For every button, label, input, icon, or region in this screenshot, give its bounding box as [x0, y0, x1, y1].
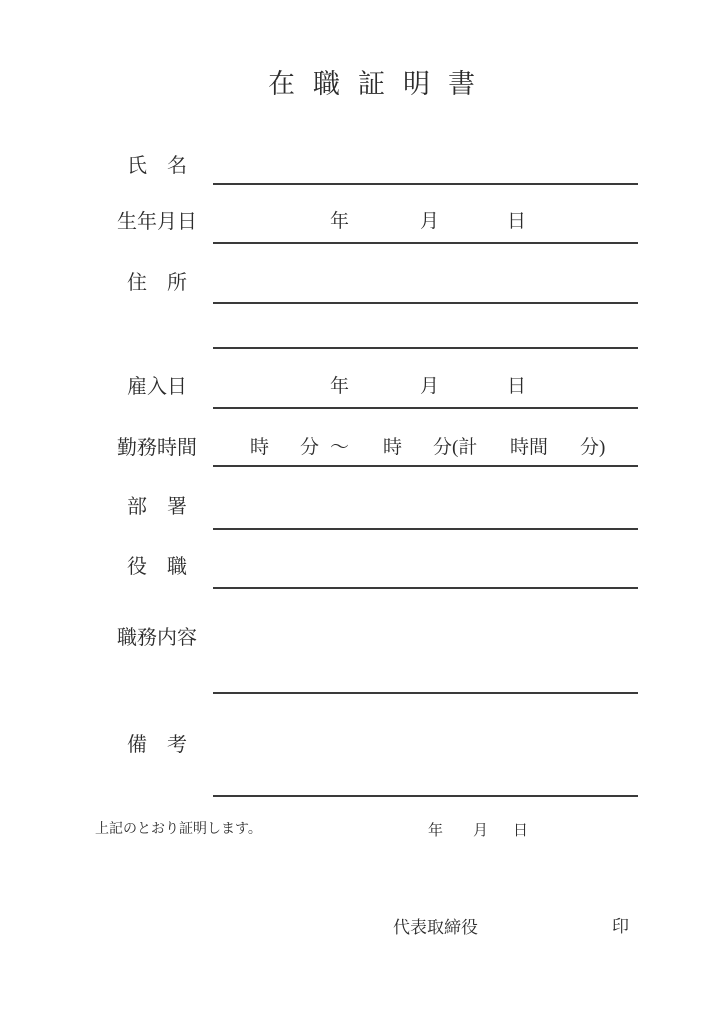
fill-in-line-birthdate[interactable] [213, 242, 638, 244]
seal-placeholder: 印 [612, 917, 629, 936]
end-minute-total-open-hint: 分(計 [433, 437, 478, 458]
birthdate-month-hint: 月 [420, 211, 440, 232]
fill-in-line-working-hours[interactable] [213, 465, 638, 467]
total-hours-hint: 時間 [510, 437, 549, 458]
fill-in-line-job-description[interactable] [213, 692, 638, 694]
fill-in-line-name[interactable] [213, 183, 638, 185]
birthdate-day-hint: 日 [507, 211, 527, 232]
fill-in-line-position[interactable] [213, 587, 638, 589]
form-row-name [0, 155, 724, 179]
hire-date-month-hint: 月 [420, 376, 440, 397]
certify-date-year-hint: 年 [428, 823, 444, 839]
start-hour-hint: 時 [250, 437, 270, 458]
field-label-working-hours: 勤務時間 [117, 437, 197, 459]
field-label-name: 氏 名 [127, 155, 187, 177]
fill-in-line-hire-date[interactable] [213, 407, 638, 409]
fill-in-line-address-2[interactable] [213, 347, 638, 349]
form-row-remarks [0, 734, 724, 758]
form-row-position [0, 556, 724, 580]
form-row-address [0, 272, 724, 296]
field-label-address: 住 所 [127, 272, 187, 294]
certify-date-day-hint: 日 [513, 823, 529, 839]
end-hour-hint: 時 [383, 437, 403, 458]
form-row-hire-date [0, 376, 724, 400]
start-minute-hint: 分 [300, 437, 320, 458]
form-row-department [0, 496, 724, 520]
form-row-working-hours [0, 437, 724, 461]
total-minutes-close-hint: 分) [580, 437, 606, 458]
field-label-remarks: 備 考 [127, 734, 187, 756]
certify-date-month-hint: 月 [473, 823, 489, 839]
fill-in-line-department[interactable] [213, 528, 638, 530]
fill-in-line-remarks[interactable] [213, 795, 638, 797]
field-label-birthdate: 生年月日 [117, 211, 197, 233]
form-row-job-description [0, 627, 724, 651]
hire-date-day-hint: 日 [507, 376, 527, 397]
form-row-birthdate [0, 211, 724, 235]
field-label-hire-date: 雇入日 [127, 376, 187, 398]
field-label-job-description: 職務内容 [117, 627, 197, 649]
hire-date-year-hint: 年 [330, 376, 350, 397]
field-label-position: 役 職 [127, 556, 187, 578]
tilde-separator: ～ [330, 437, 350, 458]
certify-statement: 上記のとおり証明します。 [95, 822, 262, 837]
field-label-department: 部 署 [127, 496, 187, 518]
birthdate-year-hint: 年 [330, 211, 350, 232]
signer-title: 代表取締役 [393, 918, 478, 937]
page-title: 在職証明書 [268, 69, 493, 99]
fill-in-line-address-1[interactable] [213, 302, 638, 304]
